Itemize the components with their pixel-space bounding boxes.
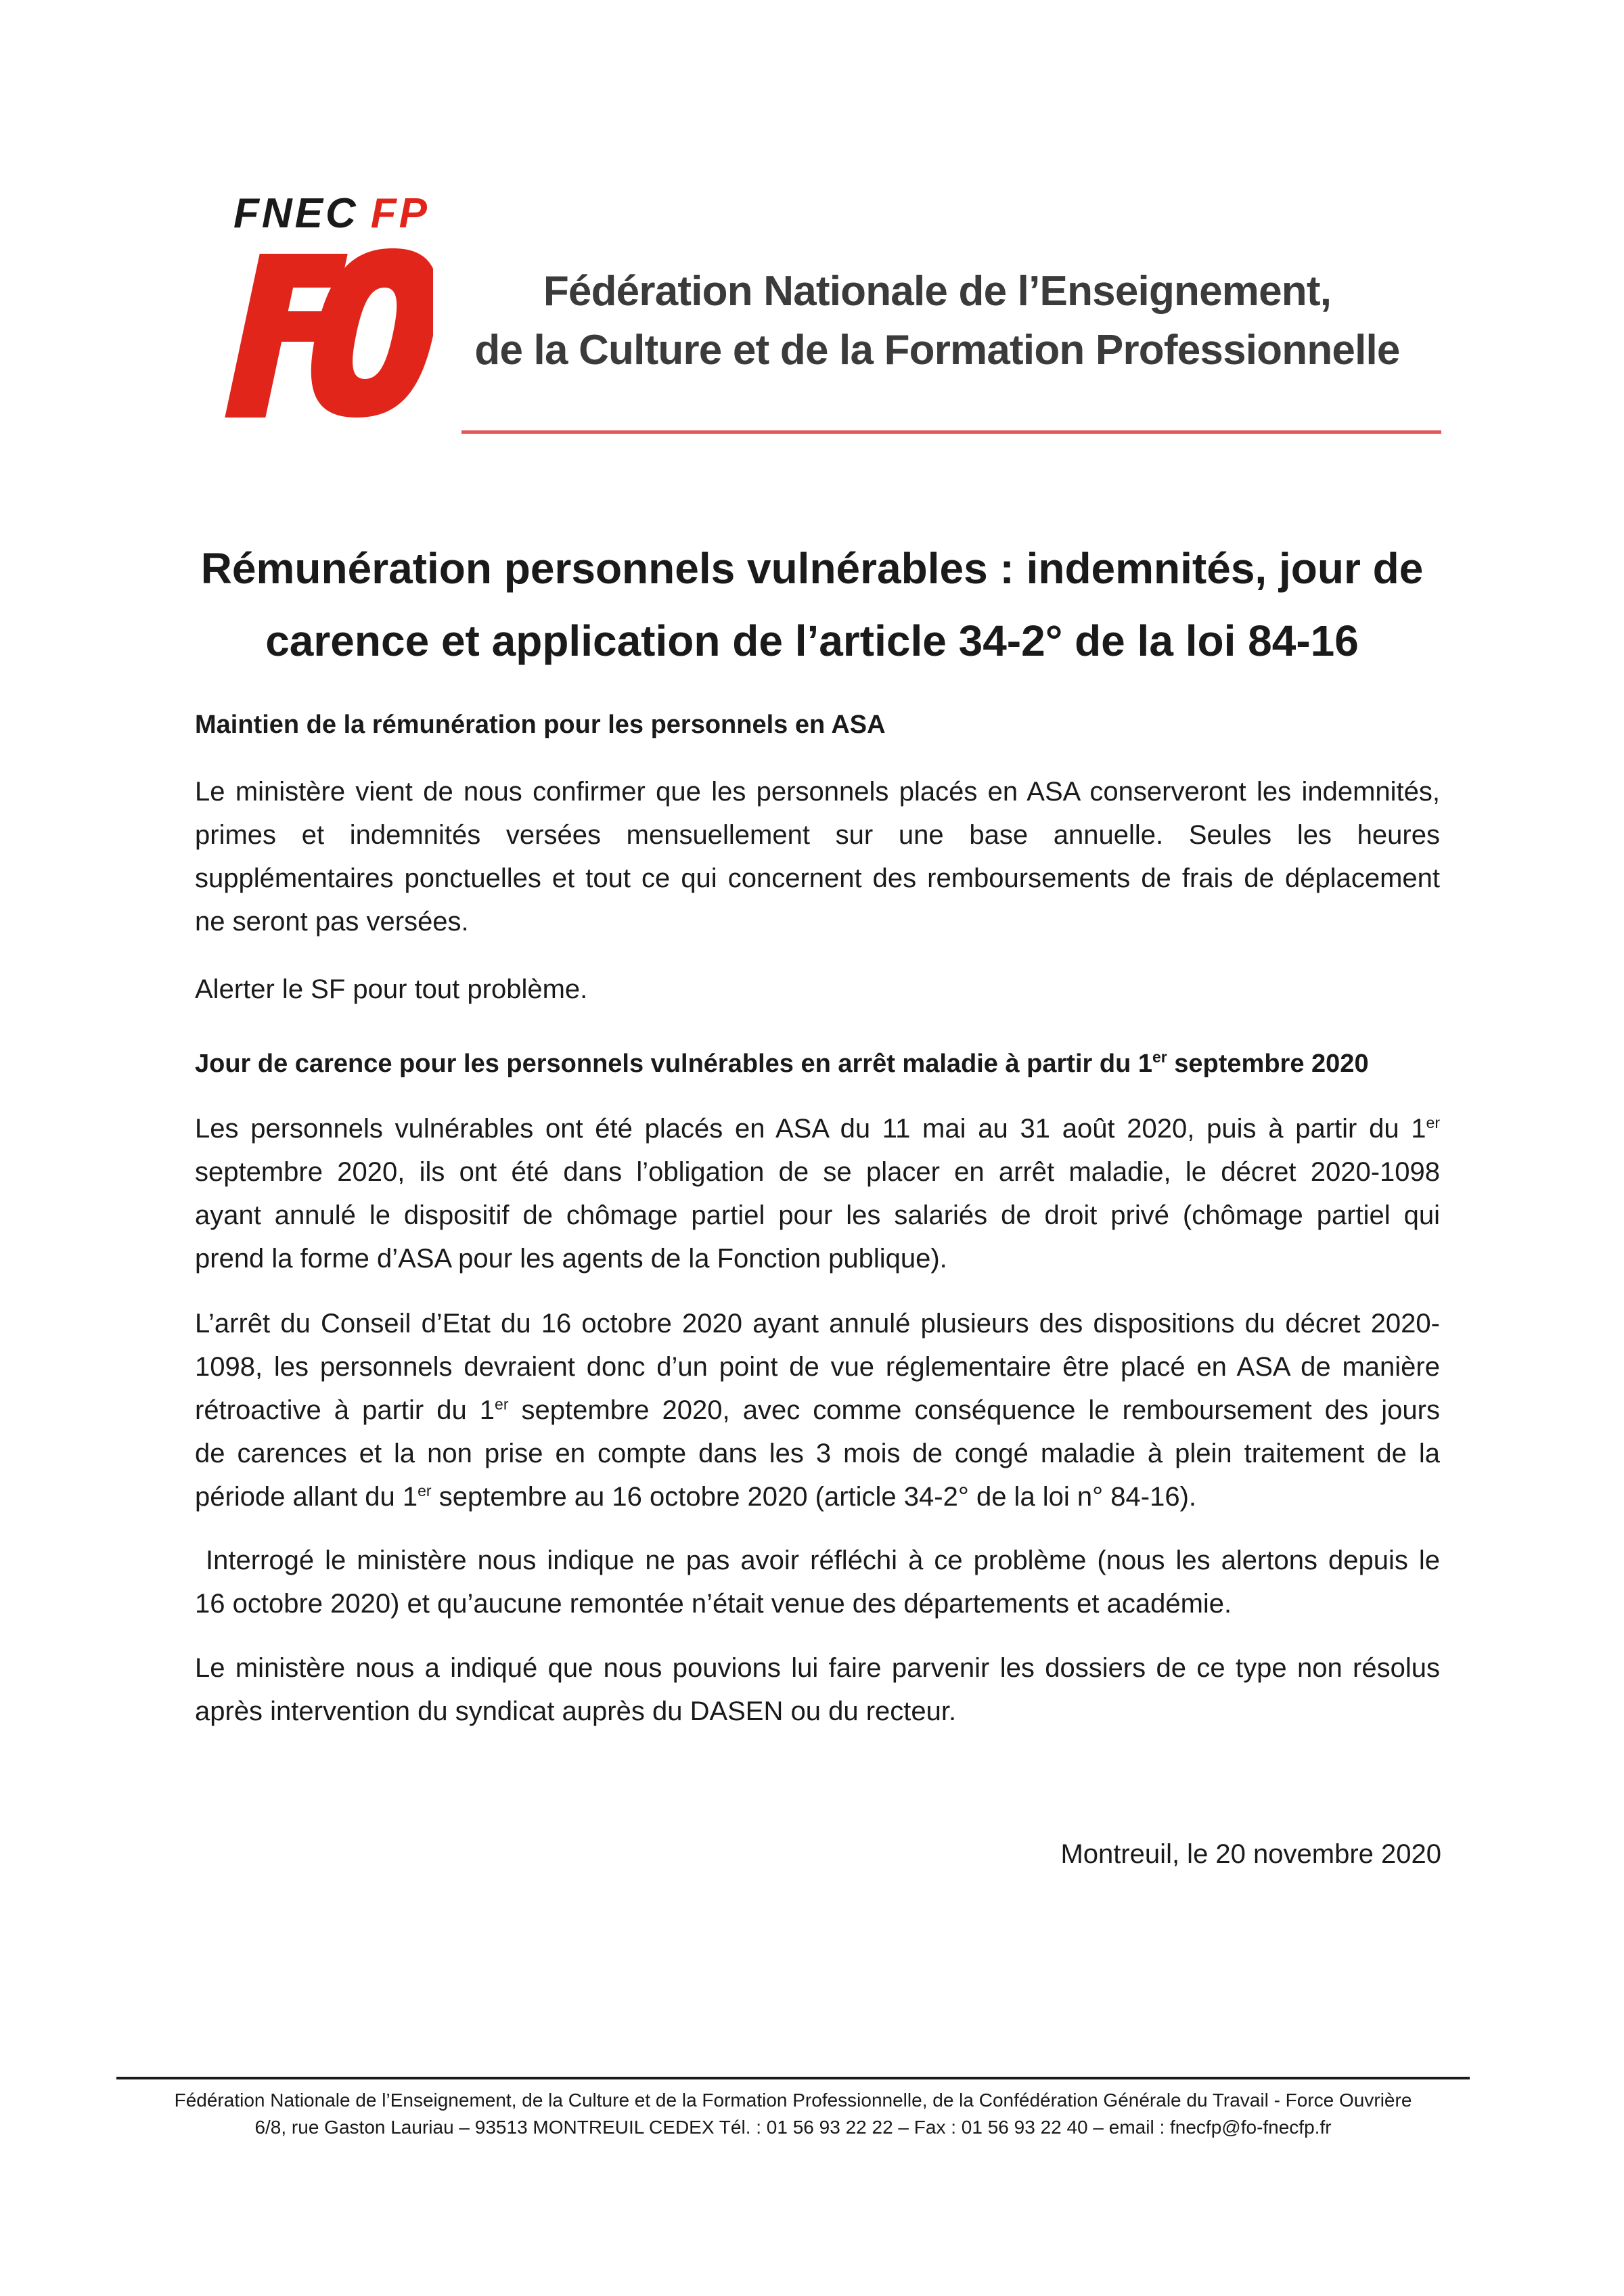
paragraph-line [195,1389,1440,1432]
paragraph-line: Le ministère nous a indiqué que nous pouvions lui faire parvenir les dossiers de ce type non résolus [195,1653,1440,1683]
paragraph-ministry-response [195,1539,1440,1625]
paragraph-line: ne seront pas versées. [195,907,469,937]
paragraph-line: septembre 2020, ils ont été dans l’obligation de se placer en arrêt maladie, le décret 2020-1098 [195,1157,1440,1187]
section-heading-carence [195,1048,1369,1078]
paragraph-vulnerable-asa [195,1107,1440,1280]
paragraph-line: 16 octobre 2020) et qu’aucune remontée n’était venue des départements et académie. [195,1589,1232,1619]
ordinal-suffix: er [418,1482,432,1500]
paragraph-line: Interrogé le ministère nous indique ne pas avoir réfléchi à ce problème (nous les alertons depuis le [195,1546,1440,1575]
heading-text: Jour de carence pour les personnels vulnérables en arrêt maladie à partir du 1 [195,1050,1152,1078]
footer-organization: Fédération Nationale de l’Enseignement, de la Culture et de la Formation Professionnelle, de la Confédération Générale du Travail - Force Ouvrière [174,2090,1412,2111]
paragraph-dossiers [195,1646,1440,1733]
line-text: période allant du 1 [195,1482,418,1512]
paragraph-line: après intervention du syndicat auprès du DASEN ou du recteur. [195,1696,957,1726]
fnec-fp-fo-logo [196,190,433,426]
paragraph-line: supplémentaires ponctuelles et tout ce qui concernent des remboursements de frais de déplacement [195,863,1440,893]
footer-contact: 6/8, rue Gaston Lauriau – 93513 MONTREUIL CEDEX Tél. : 01 56 93 22 22 – Fax : 01 56 93 22 40 – email : fnecfp@fo-fnecfp.fr [254,2117,1332,2138]
logo-fp-text: FP [370,190,430,237]
fo-logo-mark [196,240,433,423]
line-text: Les personnels vulnérables ont été placés en ASA du 11 mai au 31 août 2020, puis à partir du 1 [195,1114,1426,1144]
header-divider [461,430,1441,434]
paragraph-asa-indemnities [195,770,1440,943]
paragraph-line [195,1107,1440,1150]
paragraph-line: 1098, les personnels devraient donc d’un point de vue réglementaire être placé en ASA de manière [195,1352,1440,1382]
paragraph-line: primes et indemnités versées mensuellement sur une base annuelle. Seules les heures [195,820,1440,850]
paragraph-line: de carences et la non prise en compte dans les 3 mois de congé maladie à plein traitement de la [195,1439,1440,1468]
section-heading-asa: Maintien de la rémunération pour les personnels en ASA [195,711,886,739]
line-text: rétroactive à partir du 1 [195,1395,495,1425]
ordinal-suffix: er [495,1395,509,1413]
organization-name-line-1: Fédération Nationale de l’Enseignement, [543,268,1332,315]
paragraph-line: L’arrêt du Conseil d’Etat du 16 octobre 2020 ayant annulé plusieurs des dispositions du décret 2020- [195,1309,1440,1338]
logo-fnec-text: FNEC [233,190,359,237]
line-text: septembre 2020, avec comme conséquence le remboursement des jours [508,1395,1440,1425]
paragraph-line: Le ministère vient de nous confirmer que les personnels placés en ASA conserveront les indemnités, [195,777,1440,807]
paragraph-line: prend la forme d’ASA pour les agents de la Fonction publique). [195,1244,947,1274]
paragraph-line: ayant annulé le dispositif de chômage partiel pour les salariés de droit privé (chômage partiel qui [195,1200,1440,1230]
paragraph-line: Alerter le SF pour tout problème. [195,974,588,1004]
heading-text: septembre 2020 [1167,1050,1369,1078]
paragraph-alert-sf [195,968,1440,1011]
logo-wordmark [233,190,430,237]
footer-divider [116,2077,1470,2079]
document-title-line-1: Rémunération personnels vulnérables : indemnités, jour de [200,544,1424,593]
organization-name-line-2: de la Culture et de la Formation Professionnelle [474,327,1400,374]
paragraph-line [195,1475,1440,1518]
paragraph-conseil-etat [195,1302,1440,1518]
place-and-date: Montreuil, le 20 novembre 2020 [1060,1839,1441,1869]
ordinal-suffix: er [1426,1114,1440,1131]
ordinal-suffix: er [1152,1048,1167,1066]
document-title-line-2: carence et application de l’article 34-2° de la loi 84-16 [265,616,1359,665]
line-text: septembre au 16 octobre 2020 (article 34-2° de la loi n° 84-16). [431,1482,1197,1512]
